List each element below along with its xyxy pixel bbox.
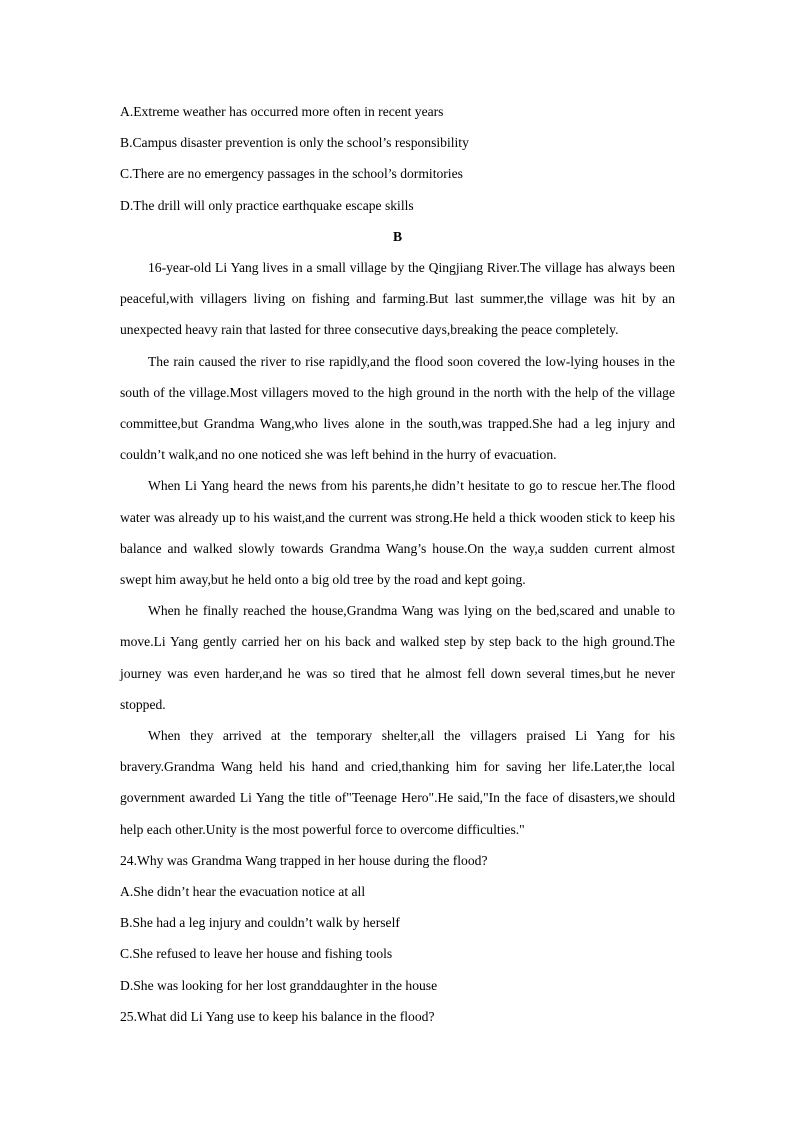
question-25-stem: 25.What did Li Yang use to keep his balance in the flood? <box>120 1008 435 1024</box>
question-24 <box>120 845 675 1001</box>
question-24-option-d: D.She was looking for her lost granddaughter in the house <box>120 977 438 993</box>
question-24-stem: 24.Why was Grandma Wang trapped in her house during the flood? <box>120 852 488 868</box>
question-24-option-b: B.She had a leg injury and couldn’t walk by herself <box>120 915 400 931</box>
section-title: B <box>392 228 403 244</box>
question-24-option-a: A.She didn’t hear the evacuation notice at all <box>120 883 366 899</box>
passage-paragraph-3: When Li Yang heard the news from his parents,he didn’t hesitate to go to rescue her.The flood water was already up to his waist,and the current was strong.He held a thick wooden stick to keep his balance and walked slowly towards Grandma Wang’s house.On the way,a sudden current almost swept him away,but he held onto a big old tree by the road and kept going. <box>120 478 675 587</box>
previous-question-options <box>120 96 675 221</box>
passage-paragraph-5: When they arrived at the temporary shelter,all the villagers praised Li Yang for his bravery.Grandma Wang held his hand and cried,thanking him for saving her life.Later,the local government awarded Li Yang the title of"Teenage Hero".He said,"In the face of disasters,we should help each other.Unity is the most powerful force to overcome difficulties." <box>120 727 675 837</box>
question-24-option-c: C.She refused to leave her house and fishing tools <box>120 946 393 962</box>
option-d: D.The drill will only practice earthquake escape skills <box>120 197 414 213</box>
reading-passage <box>120 252 675 845</box>
passage-paragraph-2: The rain caused the river to rise rapidly,and the flood soon covered the low-lying houses in the south of the village.Most villagers moved to the high ground in the north with the help of the village committee,but Grandma Wang,who lives alone in the south,was trapped.She had a leg injury and couldn’t walk,and no one noticed she was left behind in the hurry of evacuation. <box>120 353 675 463</box>
passage-paragraph-4: When he finally reached the house,Grandma Wang was lying on the bed,scared and unable to move.Li Yang gently carried her on his back and walked step by step back to the high ground.The journey was even harder,and he was so tired that he almost fell down several times,but he never stopped. <box>120 603 675 712</box>
document-page <box>120 96 675 1032</box>
option-a: A.Extreme weather has occurred more often in recent years <box>120 104 444 119</box>
option-c: C.There are no emergency passages in the school’s dormitories <box>120 166 463 182</box>
option-b: B.Campus disaster prevention is only the school’s responsibility <box>120 135 469 151</box>
question-25 <box>120 1001 675 1032</box>
passage-paragraph-1: 16-year-old Li Yang lives in a small village by the Qingjiang River.The village has always been peaceful,with villagers living on fishing and farming.But last summer,the village was hit by an unexpected heavy rain that lasted for three consecutive days,breaking the peace completely. <box>120 259 675 338</box>
